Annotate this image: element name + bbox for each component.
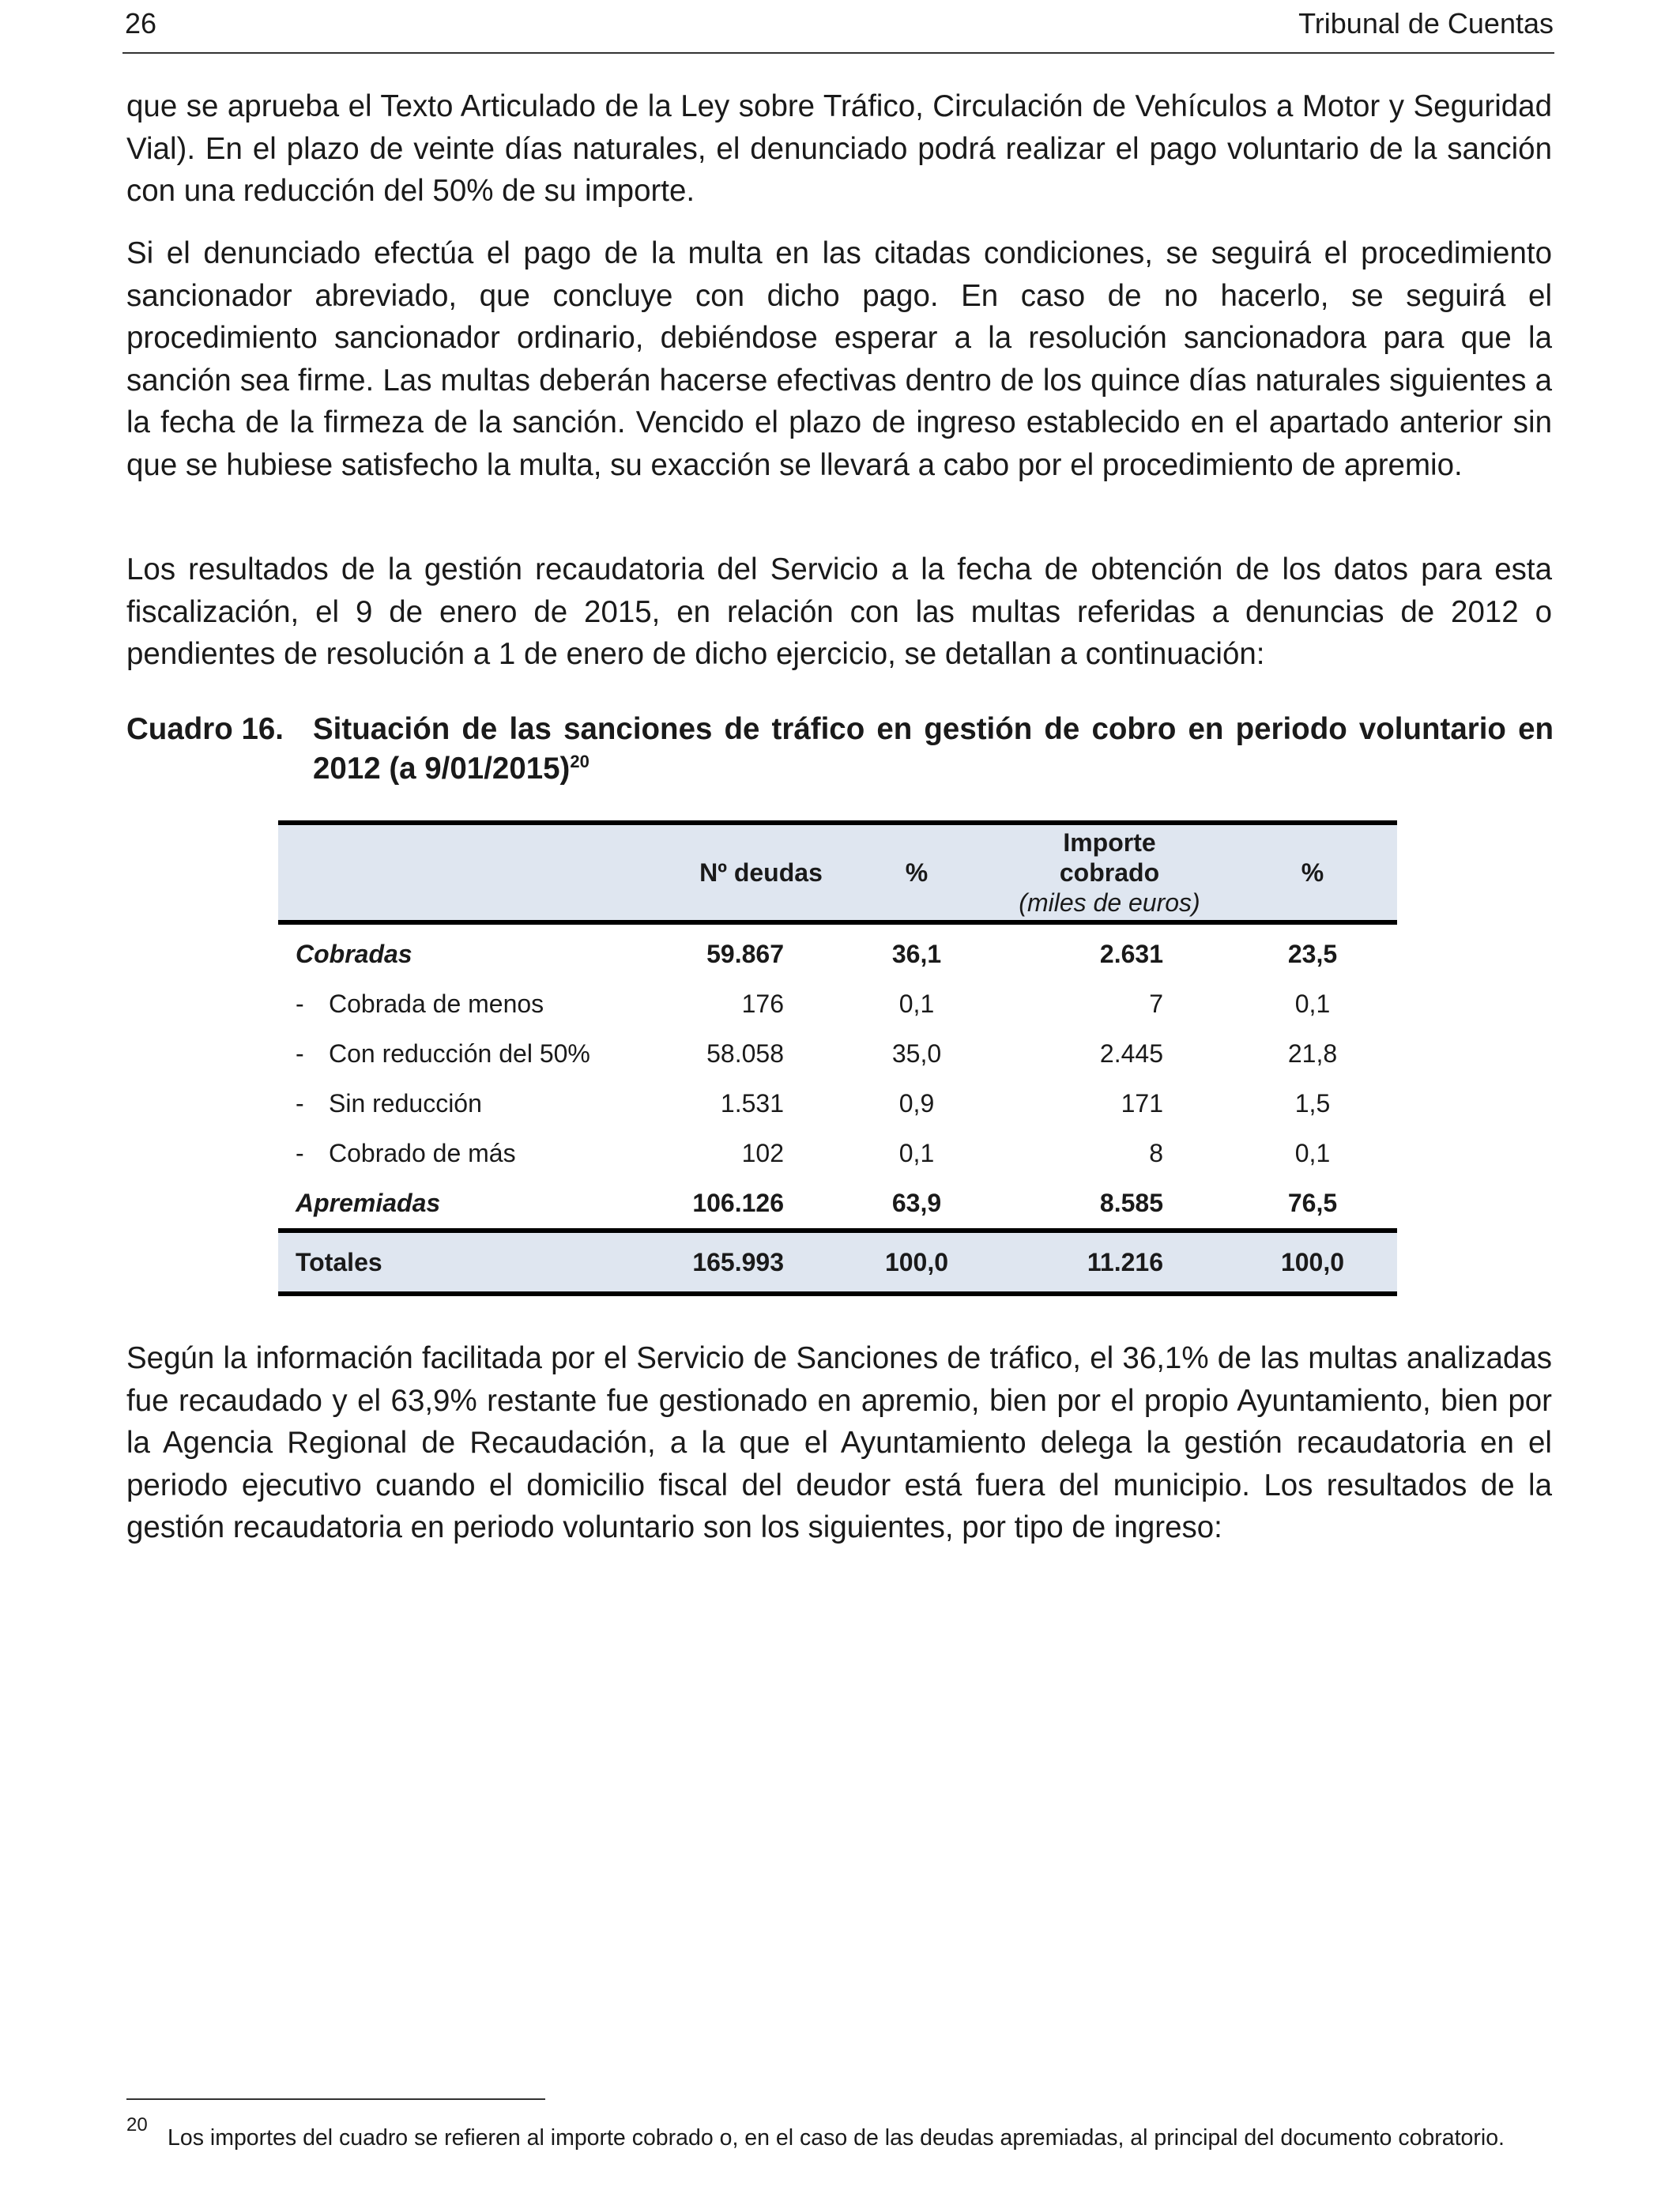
total-n-deudas: 165.993 xyxy=(692,1247,784,1276)
page-number: 26 xyxy=(125,7,157,40)
row-dash: - xyxy=(296,1039,304,1068)
header-importe-line1: Importe xyxy=(1063,828,1156,857)
cell-n-deudas: 58.058 xyxy=(706,1039,784,1068)
total-label: Totales xyxy=(296,1247,382,1276)
cell-percent: 0,1 xyxy=(1294,990,1331,1018)
header-n-deudas: Nº deudas xyxy=(699,858,823,887)
data-table xyxy=(278,820,1397,1296)
cell-percent: 36,1 xyxy=(891,940,942,968)
footnote-reference[interactable]: 20 xyxy=(570,752,590,771)
body-paragraph: Si el denunciado efectúa el pago de la multa en las citadas condiciones, se seguirá el procedimiento sancionador abreviado, que concluye con dicho pago. En caso de no hacerlo, se seguirá el procedimiento sancionador ordinario, debiéndose esperar a la resolución sancionadora para que la sanción sea firme. Las multas deberán hacerse efectivas dentro de los quince días naturales siguientes a la fecha de la firmeza de la sanción. Vencido el plazo de ingreso establecido en el apartado anterior sin que se hubiese satisfecho la multa, su exacción se llevará a cabo por el procedimiento de apremio. xyxy=(126,236,1552,482)
caption-title xyxy=(313,710,1554,789)
table-row xyxy=(278,979,1397,1029)
cell-percent: 1,5 xyxy=(1294,1089,1331,1118)
row-label-text: Cobrada de menos xyxy=(329,990,544,1018)
cell-percent: 76,5 xyxy=(1287,1189,1338,1217)
total-importe: 11.216 xyxy=(1087,1247,1163,1276)
row-label xyxy=(278,1079,680,1129)
header-percent: % xyxy=(1301,858,1324,887)
cell-percent: 63,9 xyxy=(891,1189,942,1217)
header-importe-unit: (miles de euros) xyxy=(1019,888,1200,917)
table-row xyxy=(278,1178,1397,1231)
row-label-text: Cobrado de más xyxy=(329,1139,516,1167)
table-row xyxy=(278,922,1397,979)
cell-importe: 2.445 xyxy=(1099,1039,1163,1068)
row-dash: - xyxy=(296,1089,304,1118)
cell-percent: 0,9 xyxy=(898,1089,935,1118)
cell-importe: 8.585 xyxy=(1099,1189,1163,1217)
footnote-text: Los importes del cuadro se refieren al importe cobrado o, en el caso de las deudas apremiadas, al principal del documento cobratorio. xyxy=(168,2125,1505,2151)
footnote-number: 20 xyxy=(126,2114,148,2136)
table-total-row xyxy=(278,1231,1397,1294)
cell-percent: 23,5 xyxy=(1287,940,1338,968)
header-importe xyxy=(991,823,1228,922)
row-dash: - xyxy=(296,1139,304,1167)
table-row xyxy=(278,1129,1397,1178)
cell-n-deudas: 102 xyxy=(741,1139,784,1167)
cell-percent: 35,0 xyxy=(891,1039,942,1068)
header-divider xyxy=(122,52,1554,54)
row-label-text: Con reducción del 50% xyxy=(329,1039,590,1068)
header-empty xyxy=(278,823,680,922)
running-head: Tribunal de Cuentas xyxy=(1298,7,1554,40)
cell-importe: 2.631 xyxy=(1099,940,1163,968)
row-label xyxy=(278,1129,680,1178)
body-paragraph: Según la información facilitada por el Servicio de Sanciones de tráfico, el 36,1% de las multas analizadas fue recaudado y el 63,9% restante fue gestionado en apremio, bien por el propio Ayuntamiento, bien por la Agencia Regional de Recaudación, a la que el Ayuntamiento delega la gestión recaudatoria en el periodo ejecutivo cuando el domicilio fiscal del deudor está fuera del municipio. Los resultados de la gestión recaudatoria en periodo voluntario son los siguientes, por tipo de ingreso: xyxy=(126,1341,1552,1544)
cell-importe: 8 xyxy=(1149,1139,1163,1167)
total-percent: 100,0 xyxy=(1280,1247,1345,1276)
cell-percent: 0,1 xyxy=(1294,1139,1331,1167)
cell-percent: 21,8 xyxy=(1287,1039,1338,1068)
caption-label: Cuadro 16. xyxy=(126,712,284,746)
row-label xyxy=(278,979,680,1029)
row-dash: - xyxy=(296,990,304,1018)
body-paragraph: Los resultados de la gestión recaudatoria del Servicio a la fecha de obtención de los datos para esta fiscalización, el 9 de enero de 2015, en relación con las multas referidas a denuncias de 2012 o pendientes de resolución a 1 de enero de dicho ejercicio, se detallan a continuación: xyxy=(126,552,1552,671)
table-row xyxy=(278,1029,1397,1079)
cell-n-deudas: 59.867 xyxy=(706,940,784,968)
row-label xyxy=(278,1029,680,1079)
cell-percent: 0,1 xyxy=(898,1139,935,1167)
cell-percent: 0,1 xyxy=(898,990,935,1018)
cell-importe: 171 xyxy=(1121,1089,1163,1118)
page-header xyxy=(125,6,1554,52)
table-row xyxy=(278,1079,1397,1129)
table-header-row xyxy=(278,823,1397,922)
footnote-divider xyxy=(126,2098,545,2100)
cell-n-deudas: 176 xyxy=(741,990,784,1018)
header-importe-line2: cobrado xyxy=(1059,858,1160,887)
cell-importe: 7 xyxy=(1149,990,1163,1018)
cell-n-deudas: 1.531 xyxy=(720,1089,784,1118)
header-percent: % xyxy=(905,858,929,887)
total-percent: 100,0 xyxy=(884,1247,949,1276)
row-label: Apremiadas xyxy=(296,1189,441,1217)
cell-n-deudas: 106.126 xyxy=(692,1189,784,1217)
row-label-text: Sin reducción xyxy=(329,1089,482,1118)
body-paragraph: que se aprueba el Texto Articulado de la Ley sobre Tráfico, Circulación de Vehículos a Motor y Seguridad Vial). En el plazo de veinte días naturales, el denunciado podrá realizar el pago voluntario de la sanción con una reducción del 50% de su importe. xyxy=(126,89,1552,208)
row-label: Cobradas xyxy=(296,940,412,968)
caption-title-text: Situación de las sanciones de tráfico en gestión de cobro en periodo voluntario en 2012 (a 9/01/2015) xyxy=(313,712,1554,786)
